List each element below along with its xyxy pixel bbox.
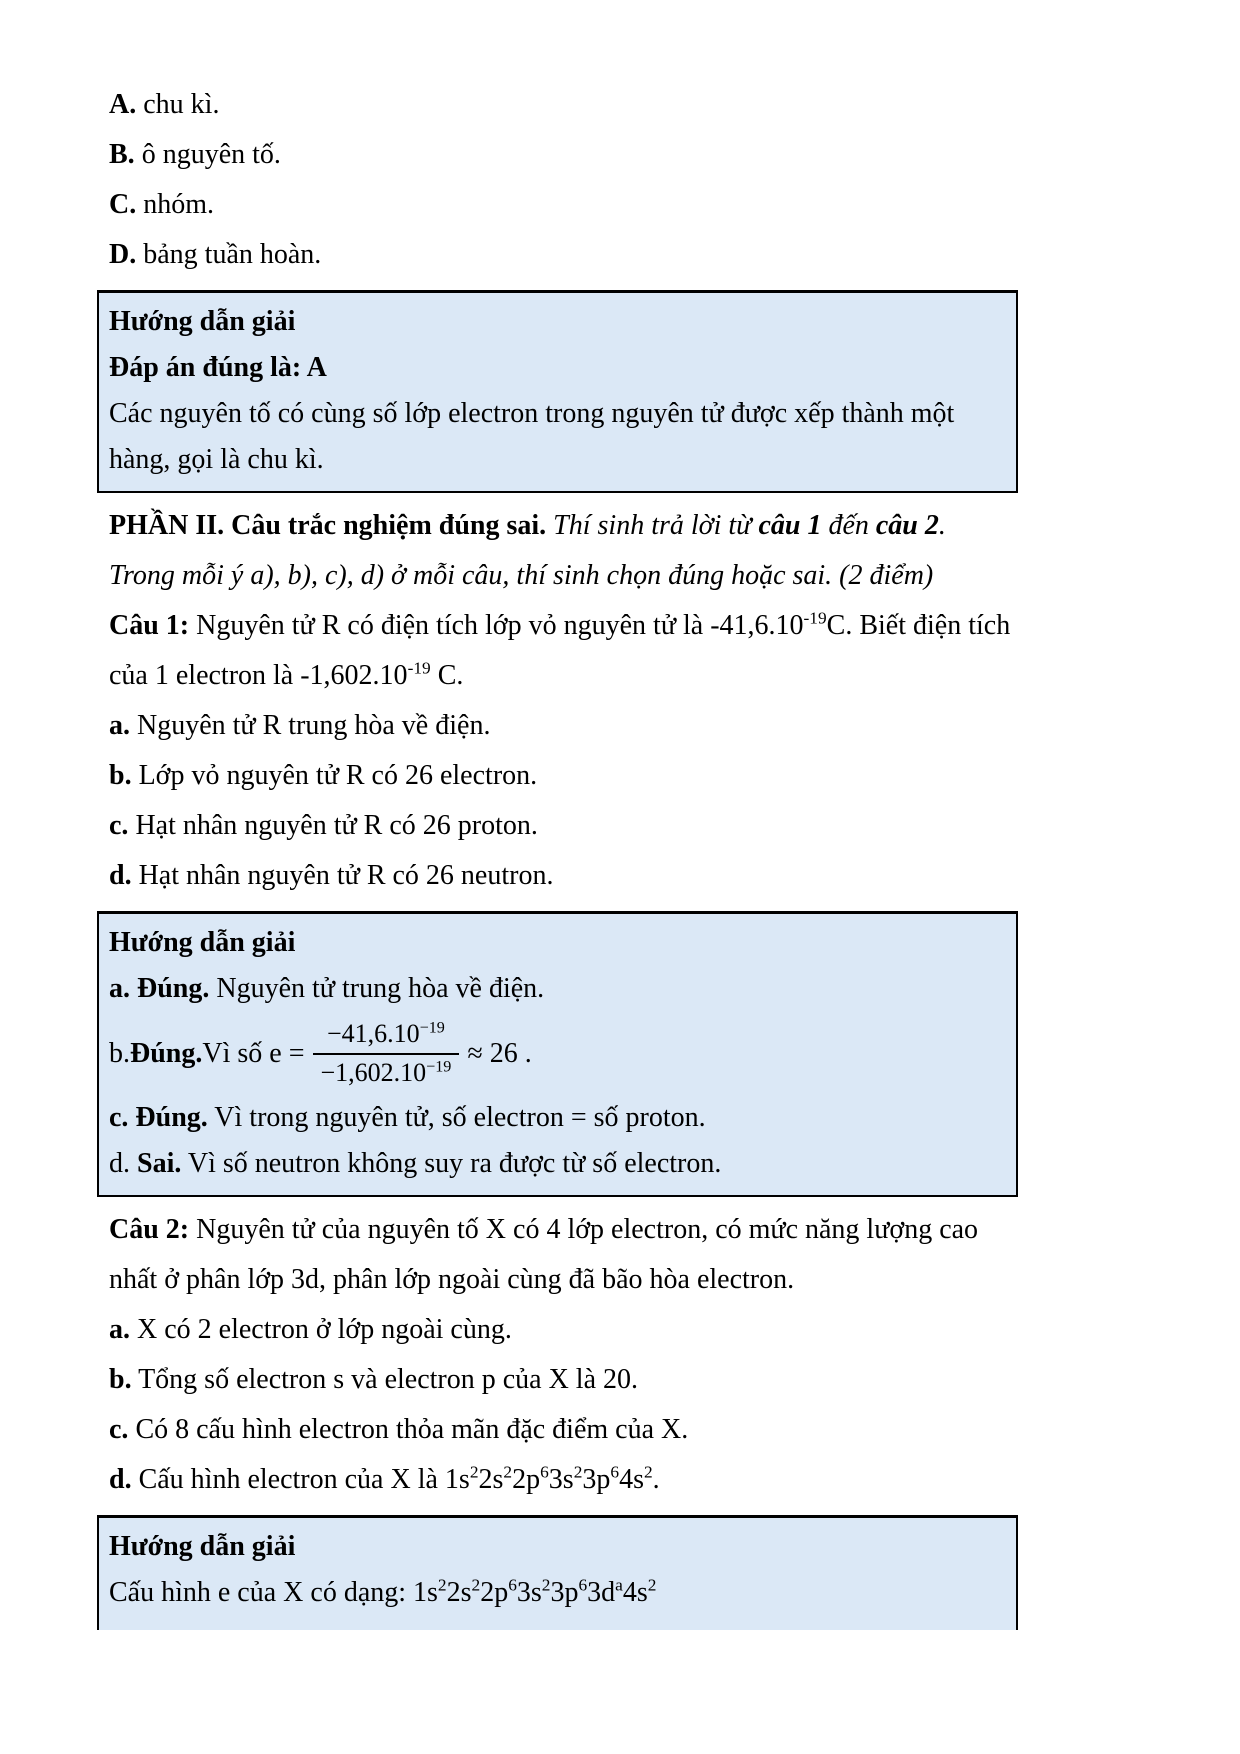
statement-d (97, 851, 1018, 901)
statement-d: d. Cấu hình electron của X là $1s^22s^22p^63s^23p^64s^2$. (109, 1462, 660, 1495)
answer-option-b (97, 130, 1018, 180)
question-1-stem: Câu 1: Nguyên tử R có điện tích lớp vỏ nguyên tử là $-41,6.10^{-19}C$. Biết điện tích của 1 electron là $-1,602.10^{-19}$ C. (109, 608, 1011, 691)
solution-body: Các nguyên tố có cùng số lớp electron trong nguyên tử được xếp thành một hàng, gọi là chu kì. (109, 398, 955, 475)
solution-item-d: d. Sai. Vì số neutron không suy ra được từ số electron. (109, 1148, 722, 1179)
exponent: 2 (541, 1575, 551, 1595)
statement-text: Hạt nhân nguyên tử R có 26 neutron. (131, 860, 554, 891)
exponent: -19 (803, 608, 827, 628)
solution-box-1 (97, 290, 1018, 493)
section-instructions: Thí sinh trả lời từ câu 1 đến câu 2. Trong mỗi ý a), b), c), d) ở mỗi câu, thí sinh chọn đúng hoặc sai. (2 điểm) (109, 510, 946, 591)
fraction-denominator: $-1,602.10^{-19}$ (320, 1057, 452, 1087)
solution-title: Hướng dẫn giải (109, 927, 296, 958)
section-heading (97, 501, 1018, 601)
solution-box-2 (97, 911, 1018, 1197)
option-text: nhóm. (136, 189, 215, 220)
question-label: Câu 2: (109, 1214, 190, 1245)
statement-b (97, 751, 1018, 801)
question-label: Câu 1: (109, 610, 190, 641)
option-letter: B. (109, 139, 135, 170)
statement-c (97, 801, 1018, 851)
section-title: PHẦN II. Câu trắc nghiệm đúng sai. (109, 510, 547, 541)
option-letter: D. (109, 239, 137, 270)
solution-title: Hướng dẫn giải (109, 1531, 296, 1562)
exponent: 6 (578, 1575, 588, 1595)
statement-a (97, 701, 1018, 751)
correct-answer-line: Đáp án đúng là: A (109, 352, 327, 383)
statement-letter: b. (109, 1364, 132, 1395)
statement-text: Hạt nhân nguyên tử R có 26 proton. (128, 810, 538, 841)
solution-box-3 (97, 1515, 1018, 1630)
statement-letter: a. (109, 1314, 130, 1345)
option-text: ô nguyên tố. (134, 139, 281, 170)
statement-text: Nguyên tử R trung hòa về điện. (130, 710, 491, 741)
answer-option-d (97, 230, 1018, 280)
option-text: chu kì. (136, 89, 220, 120)
answer-option-c (97, 180, 1018, 230)
solution-item-a: a. Đúng. Nguyên tử trung hòa về điện. (109, 973, 545, 1004)
question-2-stem: Câu 2: Nguyên tử của nguyên tố X có 4 lớp electron, có mức năng lượng cao nhất ở phân lớp 3d, phân lớp ngoài cùng đã bão hòa electron. (109, 1214, 979, 1295)
statement-text: Lớp vỏ nguyên tử R có 26 electron. (131, 760, 538, 791)
option-text: bảng tuần hoàn. (136, 239, 322, 270)
statement-b (97, 1355, 1018, 1405)
exponent: 6 (508, 1575, 517, 1595)
statement-text: X có 2 electron ở lớp ngoài cùng. (130, 1314, 512, 1345)
exponent: −19 (419, 1019, 445, 1037)
statement-letter: c. (109, 810, 129, 841)
statement-letter: d. (109, 1464, 132, 1495)
exponent: 2 (469, 1462, 479, 1482)
exponent: 2 (503, 1462, 513, 1482)
statement-letter: b. (109, 760, 132, 791)
statement-text: Tổng số electron s và electron p của X là 20. (131, 1364, 639, 1395)
solution-item-b: b. Đúng. Vì số e = $\frac{-41,6.10^{-19}}{-1,602.10^{-19}}$ ≈ 26 . (109, 1018, 1006, 1089)
statement-text: Có 8 cấu hình electron thỏa mãn đặc điểm của X. (128, 1414, 689, 1445)
solution-item-c: c. Đúng. Vì trong nguyên tử, số electron = số proton. (109, 1102, 706, 1133)
statement-letter: c. (109, 1414, 129, 1445)
exponent: 2 (471, 1575, 481, 1595)
statement-letter: a. (109, 710, 130, 741)
fraction (313, 1018, 460, 1089)
exponent: 2 (647, 1575, 657, 1595)
option-letter: A. (109, 89, 137, 120)
statement-letter: d. (109, 860, 132, 891)
statement-c (97, 1405, 1018, 1455)
exponent: 2 (573, 1462, 583, 1482)
solution-body: Cấu hình e của X có dạng: $1s^22s^22p^63s^23p^63d^a4s^2$ (109, 1575, 657, 1608)
option-letter: C. (109, 189, 137, 220)
statement-a (97, 1305, 1018, 1355)
exponent: 6 (540, 1462, 549, 1482)
exponent: 2 (643, 1462, 653, 1482)
exponent: 6 (610, 1462, 620, 1482)
solution-title: Hướng dẫn giải (109, 306, 296, 337)
exponent: 2 (437, 1575, 447, 1595)
exponent: -19 (407, 658, 431, 678)
exponent: a (615, 1575, 623, 1595)
answer-option-a (97, 80, 1018, 130)
exponent: −19 (426, 1057, 452, 1075)
fraction-numerator: $-41,6.10^{-19}$ (313, 1018, 460, 1055)
